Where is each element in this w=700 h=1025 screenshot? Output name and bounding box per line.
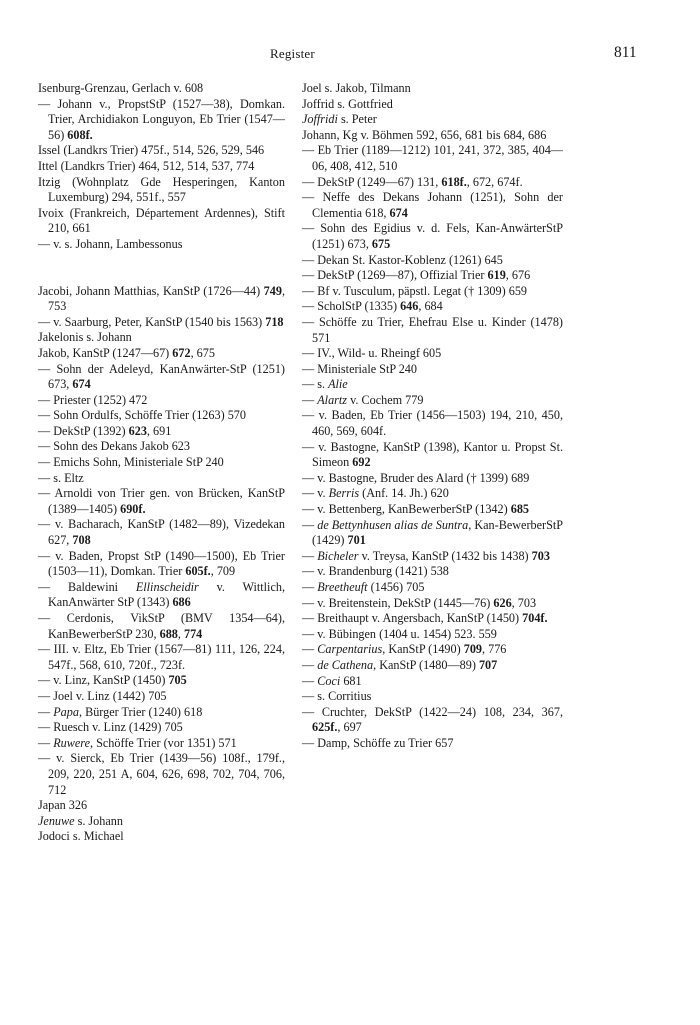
index-column-left [38,81,285,845]
index-entry: — Alartz v. Cochem 779 [302,392,424,407]
index-entry: — Baldewini Ellinscheidir v. Wittlich, KanAnwärter StP (1343) 686 [38,579,285,610]
index-column-right [302,81,563,752]
index-entry: Joel s. Jakob, Tilmann [302,81,411,95]
index-entry: — Damp, Schöffe zu Trier 657 [302,735,454,750]
index-entry: Isenburg-Grenzau, Gerlach v. 608 [38,81,204,95]
index-entry: — de Bettynhusen alias de Suntra, Kan-BewerberStP (1429) 701 [302,517,564,548]
index-entry: Issel (Landkrs Trier) 475f., 514, 526, 529, 546 [38,143,265,158]
index-entry: — s. Eltz [38,470,84,485]
index-entry: — Emichs Sohn, Ministeriale StP 240 [38,455,224,470]
index-entry: — Eb Trier (1189—1212) 101, 241, 372, 385, 404—06, 408, 412, 510 [302,143,563,173]
index-entry: Ittel (Landkrs Trier) 464, 512, 514, 537, 774 [38,158,255,173]
index-entry: — v. Bastogne, KanStP (1398), Kantor u. Propst St. Simeon 692 [302,439,563,470]
index-entry: — Dekan St. Kastor-Koblenz (1261) 645 [302,252,503,267]
index-entry: — v. Bübingen (1404 u. 1454) 523. 559 [302,626,497,641]
index-entry: — Cruchter, DekStP (1422—24) 108, 234, 367, 625f., 697 [302,704,563,735]
index-entry: — Coci 681 [302,673,362,688]
index-entry: — v. Bastogne, Bruder des Alard († 1399) 689 [302,470,530,485]
index-entry: Jakob, KanStP (1247—67) 672, 675 [38,345,215,360]
index-entry: Jodoci s. Michael [38,829,124,844]
page-number: 811 [614,44,637,61]
index-entry: — Breetheuft (1456) 705 [302,580,425,594]
index-entry: — Sohn des Dekans Jakob 623 [38,439,190,454]
index-entry: — Bicheler v. Treysa, KanStP (1432 bis 1438) 703 [302,548,550,563]
index-entry: Itzig (Wohnplatz Gde Hesperingen, Kanton Luxemburg) 294, 551f., 557 [38,174,285,205]
index-entry: — III. v. Eltz, Eb Trier (1567—81) 111, 126, 224, 547f., 568, 610, 720f., 723f. [38,642,285,672]
index-entry: — v. Saarburg, Peter, KanStP (1540 bis 1563) 718 [38,314,284,329]
index-entry: — v. Breitenstein, DekStP (1445—76) 626, 703 [302,595,537,610]
index-entry: — Sohn der Adeleyd, KanAnwärter-StP (1251) 673, 674 [38,361,285,392]
index-entry: Joffrid s. Gottfried [302,96,393,111]
index-entry: Johann, Kg v. Böhmen 592, 656, 681 bis 684, 686 [302,127,547,142]
index-entry: — Ruwere, Schöffe Trier (vor 1351) 571 [38,735,237,750]
index-entry: — Schöffe zu Trier, Ehefrau Else u. Kinder (1478) 571 [302,314,563,345]
index-entry: — Breithaupt v. Angersbach, KanStP (1450) 704f. [302,611,548,626]
index-entry: Japan 326 [38,798,88,813]
index-entry: — Cerdonis, VikStP (BMV 1354—64), KanBewerberStP 230, 688, 774 [38,611,285,641]
index-entry: — s. Corritius [302,689,372,704]
index-entry: — Joel v. Linz (1442) 705 [38,688,167,703]
index-entry: — IV., Wild- u. Rheingf 605 [302,346,442,361]
running-title: Register [270,46,315,61]
index-entry: — v. Brandenburg (1421) 538 [302,564,449,579]
index-entry: Ivoix (Frankreich, Département Ardennes), Stift 210, 661 [38,205,285,236]
index-entry: — v. Bettenberg, KanBewerberStP (1342) 685 [302,502,530,517]
index-entry: — Ministeriale StP 240 [302,361,417,376]
index-entry: — Carpentarius, KanStP (1490) 709, 776 [302,642,507,657]
section-gap [38,253,285,284]
index-entry: — v. Baden, Eb Trier (1456—1503) 194, 210, 450, 460, 569, 604f. [302,408,563,439]
index-entry: — v. s. Johann, Lambessonus [38,236,183,251]
page-header [0,46,700,66]
index-entry: Jakelonis s. Johann [38,330,132,345]
index-entry: — Ruesch v. Linz (1429) 705 [38,720,183,735]
index-entry: — v. Linz, KanStP (1450) 705 [38,673,187,688]
index-entry: — v. Sierck, Eb Trier (1439—56) 108f., 179f., 209, 220, 251 A, 604, 626, 698, 702, 704, 706, 712 [38,751,285,797]
index-entry: — Neffe des Dekans Johann (1251), Sohn der Clementia 618, 674 [302,190,563,220]
index-entry: — Papa, Bürger Trier (1240) 618 [38,704,203,719]
index-entry: Jenuwe s. Johann [38,813,123,828]
index-entry: — DekStP (1269—87), Offizial Trier 619, 676 [302,268,531,283]
index-entry: — Johann v., PropstStP (1527—38), Domkan. Trier, Archidiakon Longuyon, Eb Trier (1547—56) 608f. [38,96,285,142]
index-entry: — Bf v. Tusculum, päpstl. Legat († 1309) 659 [302,283,528,298]
index-entry: — Sohn Ordulfs, Schöffe Trier (1263) 570 [38,408,246,423]
index-entry: Jacobi, Johann Matthias, KanStP (1726—44) 749, 753 [38,283,285,314]
index-entry: — DekStP (1249—67) 131, 618f., 672, 674f. [302,174,523,189]
index-entry: — Arnoldi von Trier gen. von Brücken, KanStP (1389—1405) 690f. [38,486,285,516]
index-entry: — v. Baden, Propst StP (1490—1500), Eb Trier (1503—11), Domkan. Trier 605f., 709 [38,548,285,579]
index-entry: — s. Alie [302,377,348,392]
index-entry: — DekStP (1392) 623, 691 [38,423,172,438]
index-entry: — Sohn des Egidius v. d. Fels, Kan-AnwärterStP (1251) 673, 675 [302,221,563,251]
index-entry: — v. Berris (Anf. 14. Jh.) 620 [302,486,449,501]
index-entry: — ScholStP (1335) 646, 684 [302,299,443,314]
index-entry: Joffridi s. Peter [302,112,377,127]
index-entry: — Priester (1252) 472 [38,392,148,407]
index-entry: — v. Bacharach, KanStP (1482—89), Vizedekan 627, 708 [38,517,285,548]
index-entry: — de Cathena, KanStP (1480—89) 707 [302,657,498,672]
